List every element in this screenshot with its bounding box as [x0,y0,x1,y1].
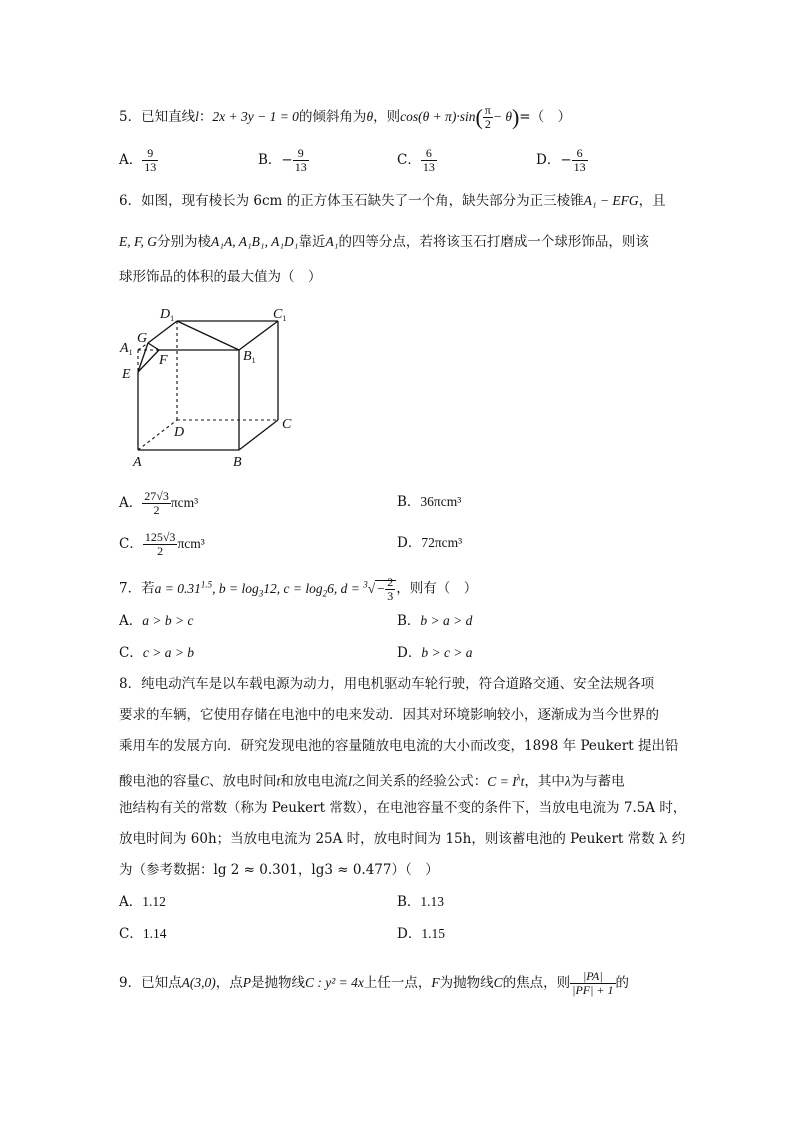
q8-formula-base: C = I [487,773,517,789]
q7-d-sign: − [376,580,386,596]
q6-line-1 [119,191,666,211]
q6-option-a[interactable] [119,490,198,517]
label-B1: $B_1$ [243,349,256,365]
q9-ratio-num: |PA| [570,970,615,984]
q5-theta: θ [366,109,374,124]
q7-option-b-text: b > a > d [420,613,473,628]
q5-stem: 5．已知直线l：2x + 3y − 1 = 0的倾斜角为θ，则cos(θ + π)·sin( $\frac{\pi}{2}$ − θ)=（ ） [119,103,572,131]
q5-option-a-label: A． [119,152,143,168]
q7-d-num: 2 [387,574,394,589]
q7-expr-d: 6, d = [327,580,364,596]
q8-l4-a: 酸电池的容量 [119,773,200,790]
q6-option-a-unit: πcm³ [170,495,199,510]
q5-option-b-label: B． [258,152,282,168]
q9-curve-c: C [493,975,503,990]
q6-option-d-label: D． [397,535,422,551]
q7-option-c[interactable] [119,643,194,663]
label-D: D [174,425,185,440]
q5-line-name: l [195,109,199,124]
q6-option-a-label: A． [119,495,143,511]
q6-option-d-text: 72πcm³ [421,535,463,550]
q6-option-d[interactable] [397,533,462,553]
label-A1: $A_1$ [120,341,133,357]
q6-cube-figure [112,300,312,475]
q5-option-b[interactable] [258,147,309,174]
q7-base-c: 2 [322,588,328,599]
q7-exp-a: 1.5 [200,579,213,589]
q6-line2-a: 分别为棱 [157,234,212,250]
q8-option-a-text: 1.12 [142,894,166,909]
q7-option-d-text: b > c > a [421,645,473,660]
q6-line1-b: ，且 [638,193,666,209]
q6-line-3: 球形饰品的体积的最大值为（ ） [119,269,322,285]
label-G: G [137,331,148,346]
q5-option-b-sign: − [281,152,293,168]
q6-pyramid: A₁ − EFG [583,193,639,208]
q5-pi-over-2 [483,104,493,131]
q8-option-c-label: C． [119,926,143,942]
q6-line-2 [119,232,649,252]
q6-line2-b: 靠近 [298,234,326,250]
q5-option-d-label: D． [536,152,561,168]
q5-expr-cos: cos(θ + π)·sin [400,109,476,124]
q7-option-b[interactable] [397,611,472,631]
label-C1: $C_1$ [273,307,287,323]
q6-option-a-den: 2 [153,503,160,517]
q7-prefix: 7．若 [119,580,155,597]
q8-formula-exp: λ [516,772,521,782]
q5-option-d[interactable] [536,147,588,174]
q5-option-d-sign: − [560,152,572,168]
diagonal-D1-B1 [177,321,239,350]
q9-stem [119,970,629,997]
q7-base-b: 3 [258,588,264,599]
q8-option-d[interactable] [397,924,445,944]
q8-time-symbol: t [276,773,281,789]
q7-expr-b: , b = log [212,580,259,596]
q9-d: 为抛物线 [439,975,494,991]
q9-b: 是抛物线 [250,975,305,991]
q6-option-c-unit: πcm³ [177,536,205,551]
label-C: C [282,417,292,432]
q7-option-a-label: A． [119,613,143,629]
q5-option-c[interactable] [397,147,437,174]
q9-point-a: A(3,0) [181,975,216,990]
q7-d-frac [385,576,395,603]
q7-radicand [375,574,396,603]
q7-option-b-label: B． [397,613,421,629]
q8-line-7: 为（参考数据：lg 2 ≈ 0.301，lg3 ≈ 0.477）（ ） [119,862,439,878]
q5-option-a-num: 9 [142,147,158,161]
q5-option-a-frac [142,147,158,174]
q5-middle: 的倾斜角为 [298,109,367,125]
q7-d-den: 3 [387,588,394,603]
label-F: F [159,353,168,368]
q8-option-b-text: 1.13 [420,894,445,909]
q8-l4-b: 、放电时间 [209,773,277,790]
edge-B-C [239,420,278,450]
q5-option-d-den: 13 [573,160,586,174]
hidden-edge-A-D [138,420,177,450]
q8-l4-c: 和放电电流 [280,773,348,790]
edge-G-F [148,343,159,350]
q8-current-symbol: I [347,773,353,789]
q9-c: 上任一点， [363,975,432,991]
q7-option-a[interactable] [119,611,193,631]
q5-then: ，则 [373,109,401,125]
q5-option-c-frac [421,147,437,174]
q5-option-c-num: 6 [421,147,437,161]
q5-option-b-num: 9 [293,147,309,161]
q8-capacity-symbol: C [200,773,210,789]
q8-line-6: 放电时间为 60h；当放电电流为 25A 时，放电时间为 15h，则该蓄电池的 Peukert 常数 λ 约 [119,831,686,847]
q7-expr-c: 12, c = log [263,580,323,596]
q9-prefix: 9．已知点 [119,975,182,991]
q7-option-c-label: C． [119,645,143,661]
q5-pi: π [484,103,491,117]
q6-option-b-text: 36πcm³ [420,494,462,509]
q5-option-c-den: 13 [422,160,435,174]
q8-option-b[interactable] [397,892,444,912]
q7-stem [119,574,477,603]
q6-edges: A₁A, A₁B₁, A₁D₁ [211,234,299,249]
q8-line-3: 乘用车的发展方向．研究发现电池的容量随放电电流的大小而改变，1898 年 Peukert 提出铅 [119,738,679,754]
q8-option-a[interactable] [119,892,166,912]
q9-a: ，点 [215,975,243,991]
q6-line1-a: 6．如图，现有棱长为 6cm 的正方体玉石缺失了一个角，缺失部分为正三棱锥 [119,193,584,209]
q8-line-1: 8．纯电动汽车是以车载电源为动力，用电机驱动车轮行驶，符合道路交通、安全法规各项 [119,676,655,692]
label-E: E [122,367,131,382]
q7-expression: $a = 0.31^{1.5}$, $b = \log_312$, $c = \log_26$, d = $^3$√− $\frac{2}{3}$ [155,581,397,596]
q6-option-a-num: 27√3 [144,489,169,503]
q5-option-a[interactable] [119,147,158,174]
edge-C1-B1 [239,321,278,350]
q8-line-4 [119,767,625,792]
q7-option-a-text: a > b > c [142,613,194,628]
q8-l4-d: 之间关系的经验公式： [352,773,488,790]
q8-formula [487,774,524,789]
q9-ratio-den: |PF| + 1 [572,983,614,997]
q5-option-b-frac [293,147,309,174]
q6-a1: A₁ [325,234,339,249]
q6-option-b-label: B． [397,494,421,510]
q5-minus-theta: − θ [492,109,512,124]
q8-option-d-label: D． [397,926,422,942]
q8-lambda: λ [564,773,571,789]
edge-G-D1 [148,321,177,343]
q6-option-a-frac [142,490,171,517]
q8-option-c[interactable] [119,924,166,944]
q9-ratio [570,970,615,997]
q5-option-d-frac [572,147,588,174]
q7-root-index: 3 [363,579,368,589]
q8-option-d-text: 1.15 [421,926,445,941]
q9-focus: F [431,975,440,990]
q6-option-b[interactable] [397,492,461,512]
q8-l4-f: 为与蓄电 [570,773,625,790]
q8-l4-e: ，其中 [524,773,565,790]
q8-option-a-label: A． [119,894,143,910]
q8-formula-t: t [520,773,525,789]
q9-parabola: C : y² = 4x [304,975,364,990]
q8-line-5: 池结构有关的常数（称为 Peukert 常数），在电池容量不变的条件下，当放电电流为 7.5A 时， [119,800,687,816]
q5-tail: =（ ） [519,109,572,125]
q6-option-c-frac [143,531,178,558]
q7-expr-a: a = 0.31 [154,580,201,596]
q5-option-b-den: 13 [294,160,307,174]
label-D1: $D_1$ [160,307,175,323]
q6-option-c-den: 2 [157,544,164,558]
q5-two: 2 [484,117,491,131]
label-A: A [133,455,142,470]
q8-line-2: 要求的车辆，它使用存储在电池中的电来发动．因其对环境影响较小，逐渐成为当今世界的 [119,707,659,723]
q6-option-c-num: 125√3 [144,530,176,544]
q8-option-b-label: B． [397,894,421,910]
q9-point-p: P [242,975,251,990]
q7-option-d[interactable] [397,643,473,663]
q7-option-d-label: D． [397,645,422,661]
q6-option-c-label: C． [119,536,143,552]
q5-line-equation: 2x + 3y − 1 = 0 [212,109,299,124]
q7-option-c-text: c > a > b [142,645,195,660]
q7-tail: ，则有（ ） [396,580,478,597]
q6-option-c[interactable] [119,531,205,558]
label-B: B [233,455,242,470]
q8-option-c-text: 1.14 [142,926,167,941]
q5-option-c-label: C． [397,152,421,168]
q5-option-a-den: 13 [144,160,157,174]
q5-prefix: 5．已知直线 [119,109,196,125]
q5-option-d-num: 6 [572,147,588,161]
q6-points: E, F, G [119,234,158,249]
q6-line2-c: 的四等分点，若将该玉石打磨成一个球形饰品，则该 [338,234,649,250]
q9-e: 的焦点，则 [502,975,571,991]
q9-tail: 的 [615,975,629,991]
